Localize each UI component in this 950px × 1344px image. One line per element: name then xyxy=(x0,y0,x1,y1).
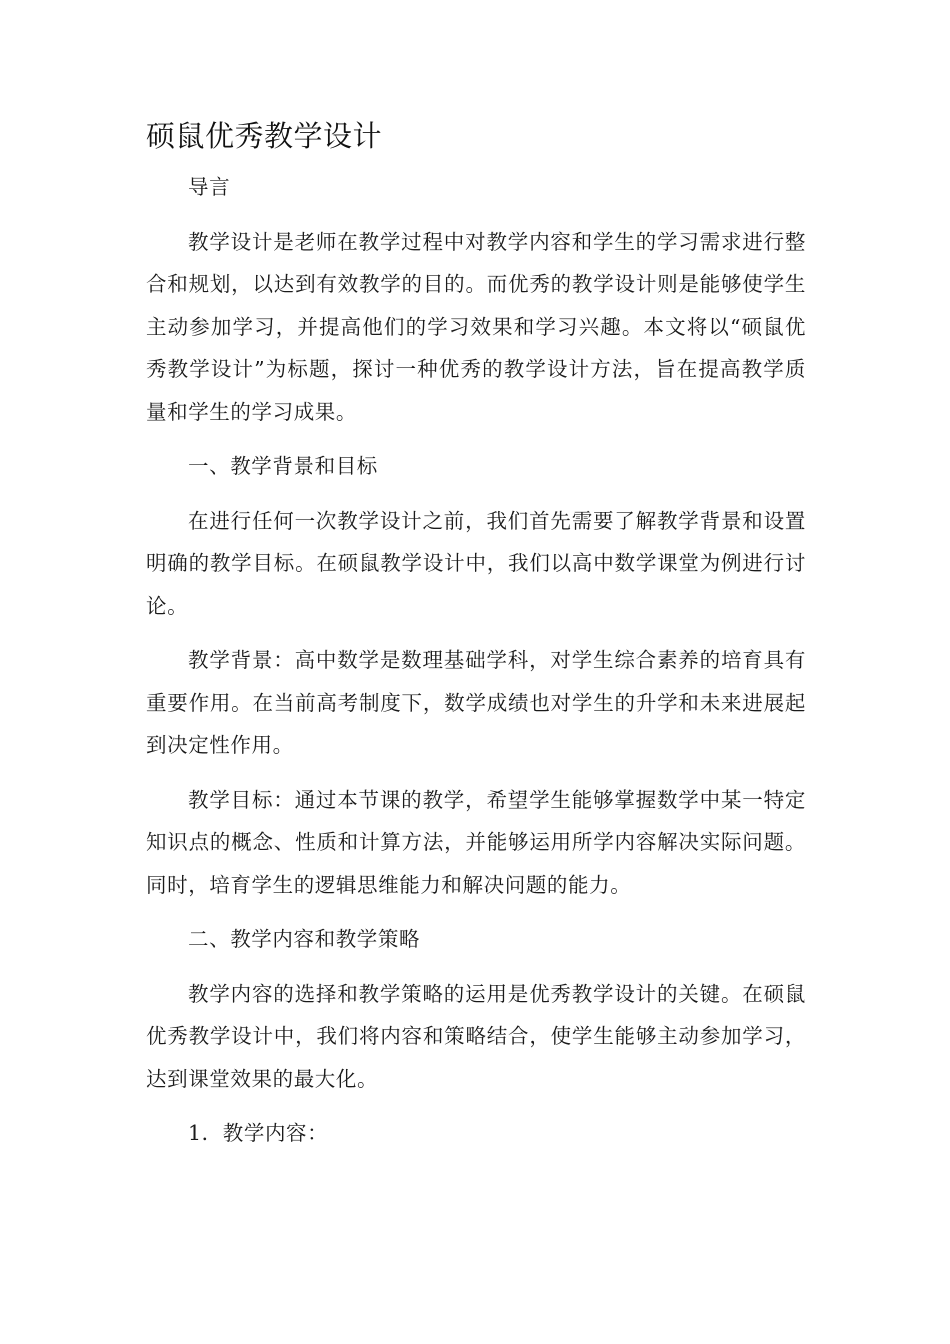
intro-paragraph: 教学设计是老师在教学过程中对教学内容和学生的学习需求进行整合和规划，以达到有效教学的目的。而优秀的教学设计则是能够使学生主动参加学习，并提高他们的学习效果和学习兴趣。本文将以“硕鼠优秀教学设计”为标题，探讨一种优秀的教学设计方法，旨在提高教学质量和学生的学习成果。 xyxy=(146,229,806,424)
document-content xyxy=(146,112,806,1167)
section-1-paragraph-3: 教学目标：通过本节课的教学，希望学生能够掌握数学中某一特定知识点的概念、性质和计算方法，并能够运用所学内容解决实际问题。同时，培育学生的逻辑思维能力和解决问题的能力。 xyxy=(146,787,806,897)
section-1-paragraph-2: 教学背景：高中数学是数理基础学科，对学生综合素养的培育具有重要作用。在当前高考制度下，数学成绩也对学生的升学和未来进展起到决定性作用。 xyxy=(146,648,806,757)
section-1-paragraph-1: 在进行任何一次教学设计之前，我们首先需要了解教学背景和设置明确的教学目标。在硕鼠教学设计中，我们以高中数学课堂为例进行讨论。 xyxy=(146,508,806,618)
intro-heading: 导言 xyxy=(188,175,231,199)
section-2-heading: 二、教学内容和教学策略 xyxy=(188,927,421,951)
section-2-item-1: 1．教学内容： xyxy=(188,1121,329,1145)
document-title: 硕鼠优秀教学设计 xyxy=(146,119,383,153)
section-2-paragraph-1: 教学内容的选择和教学策略的运用是优秀教学设计的关键。在硕鼠优秀教学设计中，我们将内容和策略结合，使学生能够主动参加学习，达到课堂效果的最大化。 xyxy=(146,981,806,1091)
section-1-heading: 一、教学背景和目标 xyxy=(188,454,378,478)
